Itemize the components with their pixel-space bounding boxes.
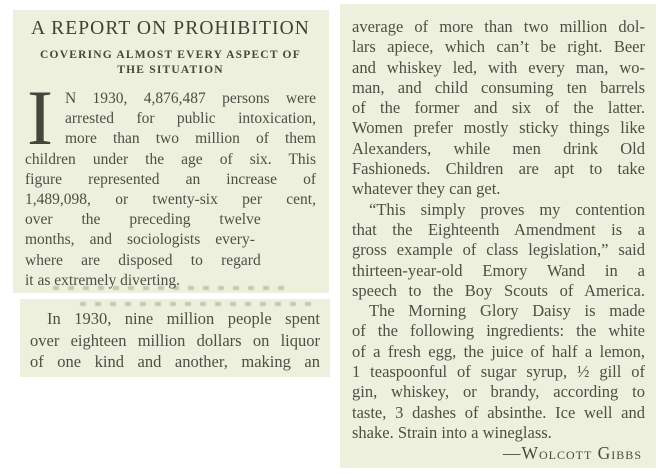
text-line: it as extremely diverting. <box>25 271 180 289</box>
text-line: of the following ingredients: the white <box>352 321 645 341</box>
text-line: over the preceding twelve <box>25 211 261 229</box>
text-line: speech to the Boy Scouts of America. <box>352 280 645 300</box>
text-line: N 1930, 4,876,487 persons were <box>65 90 316 107</box>
text-line: of one kind and another, making an <box>30 352 320 371</box>
text-line: average of more than two million dol- <box>352 17 645 36</box>
intro-paragraph <box>25 74 316 291</box>
text-line: shake. Strain into a wineglass. <box>352 422 552 442</box>
text-line: “This simply proves my contention <box>369 199 645 219</box>
article-title: A REPORT ON PROHIBITION <box>31 18 310 39</box>
text-line: of the former and six of the latter. <box>352 98 645 118</box>
text-line: taste, 3 dashes of absinthe. Ice well and <box>352 402 645 422</box>
text-line: months, and sociologists every- <box>25 231 255 249</box>
text-line: Alexanders, while men drink Old <box>352 138 645 158</box>
article-subtitle <box>25 48 316 77</box>
drop-cap: I <box>27 74 53 161</box>
intro-lines <box>25 74 316 291</box>
right-column-panel <box>340 4 656 468</box>
text-line: gin, whiskey, or brandy, according to <box>352 382 645 402</box>
column-text <box>352 17 645 443</box>
liquor-spending-panel <box>20 299 330 377</box>
text-line: thirteen-year-old Emory Wand in a <box>352 260 645 280</box>
text-line: and whiskey led, with every man, wo- <box>352 57 645 77</box>
text-line: Fashioneds. Children are apt to take <box>352 159 645 179</box>
text-line: that the Eighteenth Amendment is a <box>352 219 645 239</box>
author-signature: —Wolcott Gibbs <box>502 443 642 464</box>
text-line: 1,489,098, or twenty-six per cent, <box>25 191 316 209</box>
text-line: arrested for public intoxication, <box>65 110 316 128</box>
text-line: of a fresh egg, the juice of half a lemon, <box>352 341 645 361</box>
scan-artifact <box>53 286 289 290</box>
text-line: whatever they can get. <box>352 179 501 199</box>
text-line: Women prefer mostly sticky things like <box>352 118 645 138</box>
text-line: lars apiece, which can’t be right. Beer <box>352 37 645 57</box>
scan-artifact <box>80 302 316 306</box>
prohibition-report-panel <box>13 10 329 293</box>
text-line: In 1930, nine million people spent <box>47 309 320 328</box>
subtitle-line-2: THE SITUATION <box>117 63 224 76</box>
subtitle-line-1: COVERING ALMOST EVERY ASPECT OF <box>40 49 301 61</box>
text-line: 1 teaspoonful of sugar syrup, ½ gill of <box>352 362 645 382</box>
text-line: man, and child consuming ten barrels <box>352 77 645 97</box>
text-line: The Morning Glory Daisy is made <box>369 301 645 321</box>
text-line: where are disposed to regard <box>25 251 261 269</box>
text-line: children under the age of six. This <box>25 150 316 168</box>
text-line: more than two million of them <box>65 130 316 148</box>
liquor-paragraph <box>30 308 320 373</box>
text-line: figure represented an increase of <box>25 170 316 188</box>
text-line: over eighteen million dollars on liquor <box>30 330 320 350</box>
text-line: gross example of class legislation,” said <box>352 240 645 260</box>
